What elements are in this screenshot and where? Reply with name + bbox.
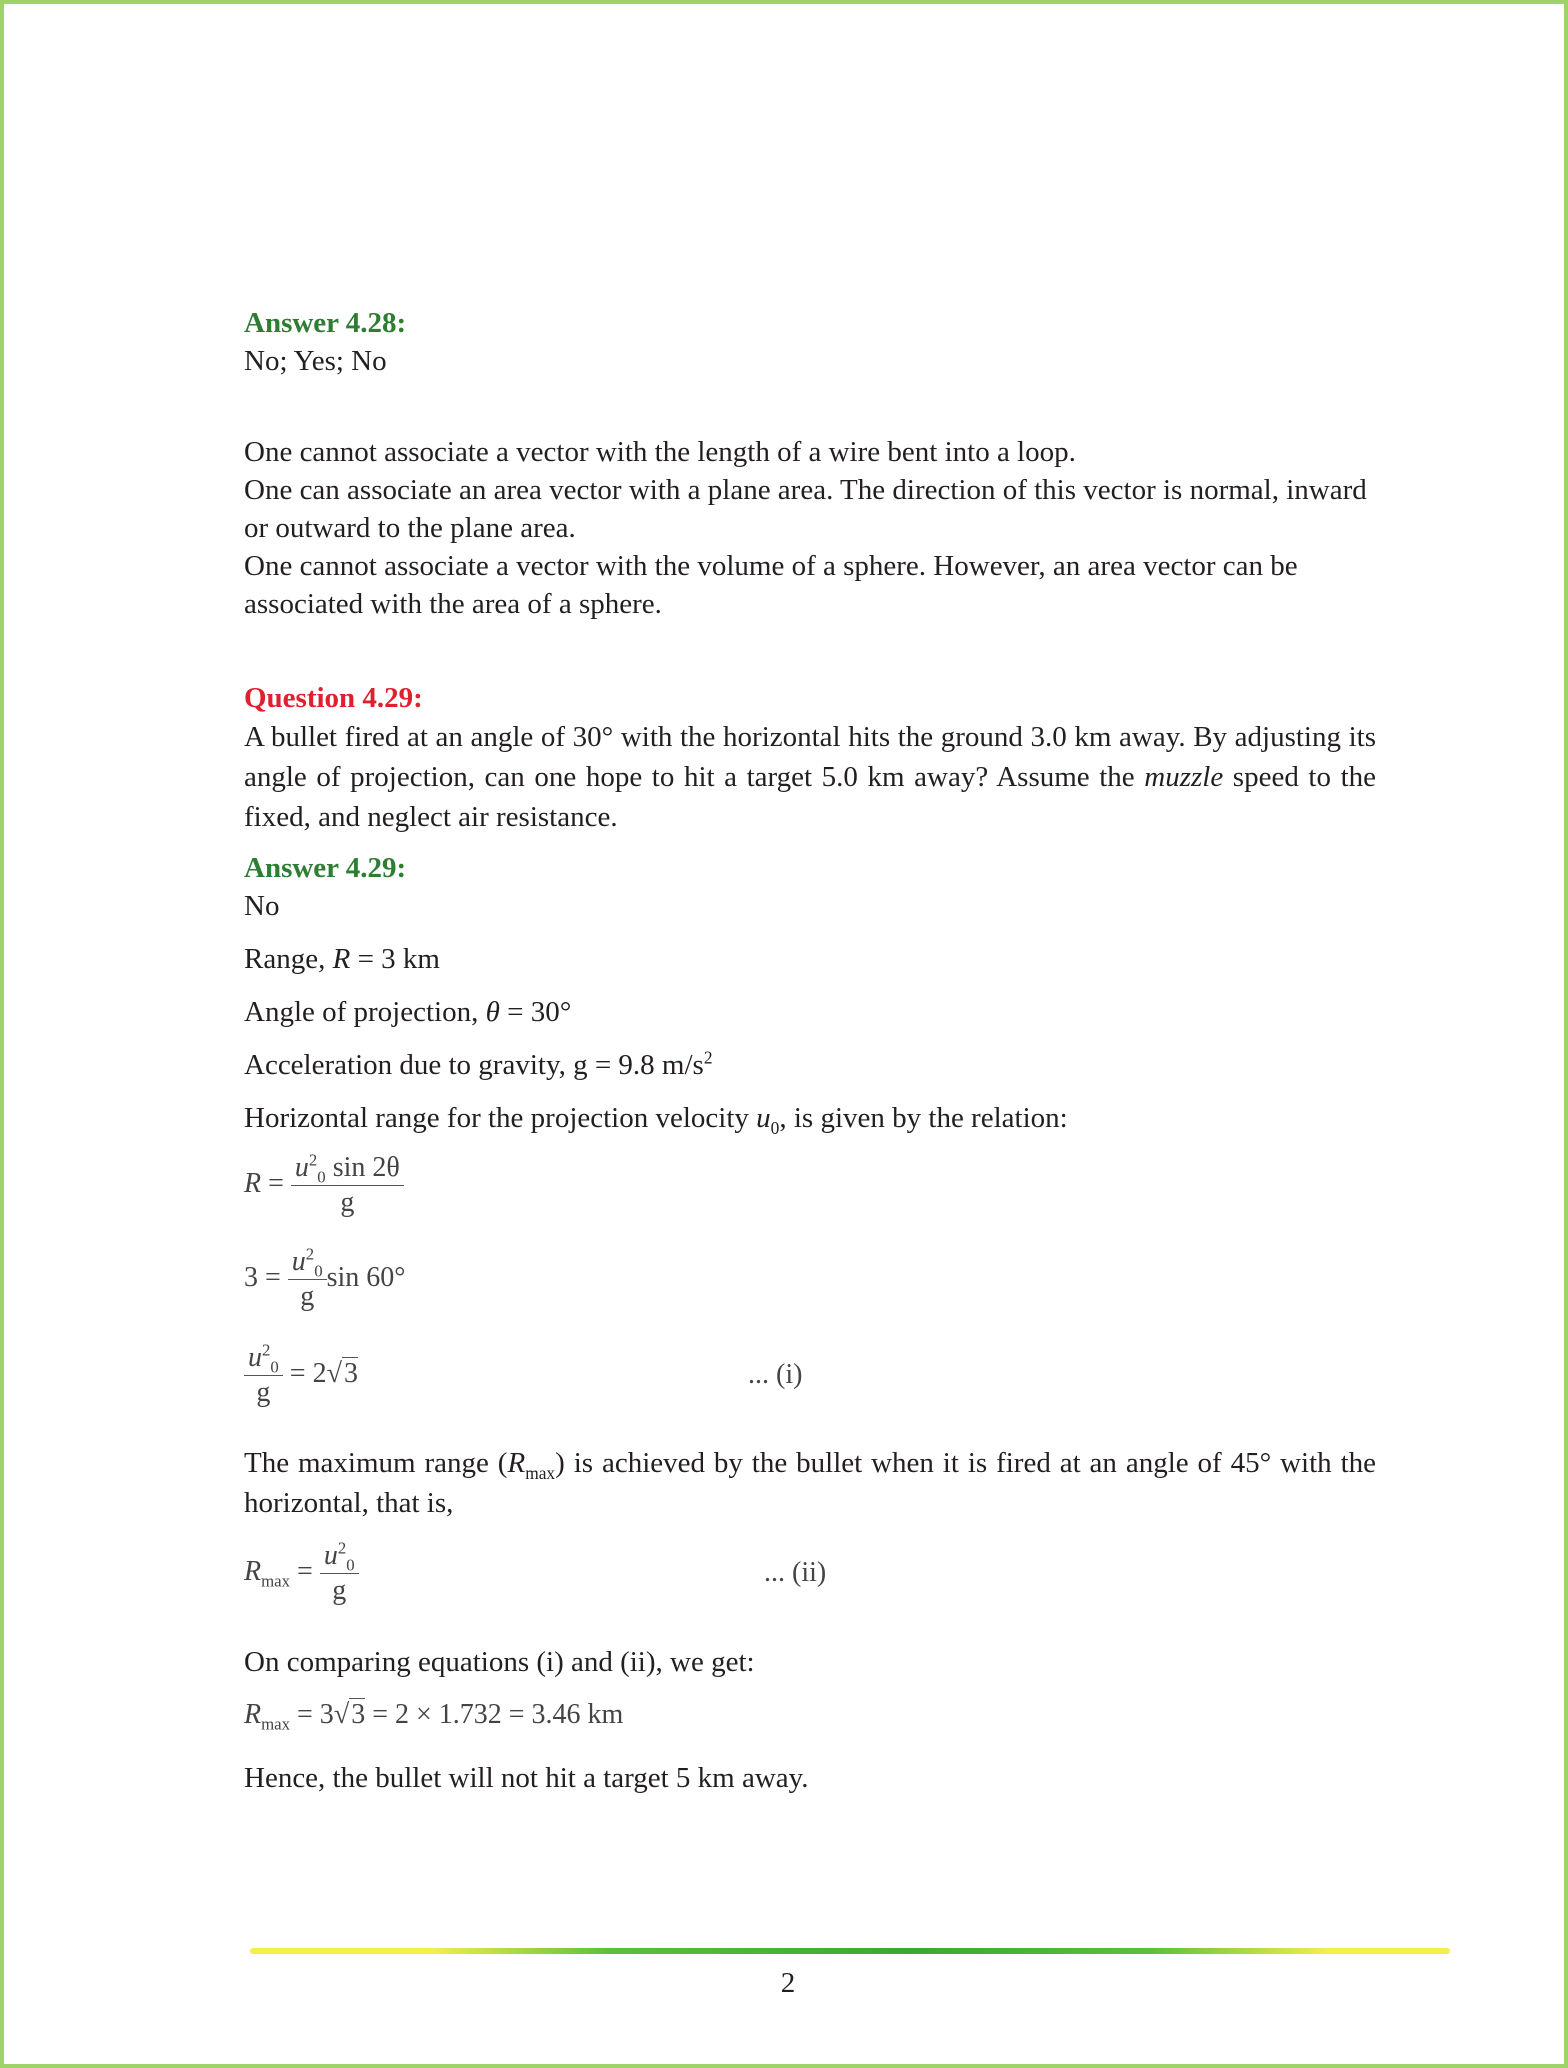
eq5-root: 3 <box>351 1699 366 1730</box>
answer-428-para1: One cannot associate a vector with the length of a wire bent into a loop. <box>244 436 1076 468</box>
eq3-tag: ... (i) <box>748 1359 803 1390</box>
content <box>244 304 1376 1797</box>
answer-429-heading: Answer 4.29: <box>244 852 407 884</box>
conclusion: Hence, the bullet will not hit a target 5 km away. <box>244 1762 809 1794</box>
eq4-numerator: $u^2_0$ <box>320 1539 359 1574</box>
question-429-heading: Question 4.29: <box>244 682 423 714</box>
eq1-lhs: R <box>244 1167 262 1199</box>
eq1-numerator: $u^2_0$ sin 2θ <box>291 1151 404 1186</box>
answer-429-verdict: No <box>244 890 280 922</box>
equation-range <box>244 1151 1376 1245</box>
sqrt-symbol-2: √ <box>333 1699 350 1730</box>
gravity-exponent: 2 <box>703 1047 713 1068</box>
relation-var: u <box>756 1102 771 1134</box>
eq4-equals: = <box>290 1555 320 1587</box>
gravity-line <box>244 1046 1376 1084</box>
eq5-mid: = 3 <box>290 1699 334 1730</box>
range-label: Range, <box>244 943 333 975</box>
eq4-denominator: g <box>332 1575 347 1606</box>
equation-substitution <box>244 1245 1376 1341</box>
range-line <box>244 940 1376 978</box>
answer-428-para2: One can associate an area vector with a plane area. The direction of this vector is normal, inward or outward to the plane area. <box>244 474 1367 544</box>
equation-i <box>244 1341 1376 1443</box>
range-var: R <box>332 943 351 975</box>
eq4-fraction <box>320 1539 359 1608</box>
relation-text: Horizontal range for the projection velocity <box>244 1102 757 1134</box>
angle-var: θ <box>485 996 500 1028</box>
question-429-text-italic: muzzle <box>1144 761 1224 793</box>
eq4-tag: ... (ii) <box>764 1557 827 1588</box>
eq2-rest: sin 60° <box>326 1261 406 1293</box>
relation-sub: 0 <box>770 1117 780 1138</box>
max-range-part1: The maximum range ( <box>244 1447 508 1479</box>
eq2-fraction <box>288 1245 327 1314</box>
question-429-text-part1: A bullet fired at an angle of 30° with the horizontal hits the ground 3.0 km away. By adjusting its angle of projection, can one hope to hit a target 5.0 km away? Assume the <box>244 721 1376 793</box>
eq5-rest: = 2 × 1.732 = 3.46 km <box>365 1699 624 1730</box>
relation-line <box>244 1099 1376 1137</box>
question-429-text-part2: speed to the fixed, and neglect air resistance. <box>244 761 1376 833</box>
max-range-var: R <box>507 1447 526 1479</box>
eq3-denominator: g <box>256 1377 271 1408</box>
question-429-text <box>244 717 1376 837</box>
angle-value: = 30° <box>499 996 572 1028</box>
answer-428-para3: One cannot associate a vector with the volume of a sphere. However, an area vector can be associated with the area of a sphere. <box>244 550 1298 620</box>
range-value: = 3 km <box>350 943 440 975</box>
eq3-numerator: $u^2_0$ <box>244 1341 283 1376</box>
eq4-lhs-sub: max <box>261 1571 291 1591</box>
page-number: 2 <box>780 1967 796 1999</box>
eq5-lhs: R <box>244 1699 262 1730</box>
angle-label: Angle of projection, <box>244 996 486 1028</box>
max-range-part2: ) is achieved by the bullet when it is fired at an angle of 45° with the horizontal, that is, <box>244 1447 1376 1519</box>
eq4-lhs: R <box>244 1555 262 1587</box>
max-range-sub: max <box>525 1462 556 1483</box>
max-range-paragraph <box>244 1443 1376 1523</box>
eq2-numerator: $u^2_0$ <box>288 1245 327 1280</box>
equation-result <box>244 1699 1376 1741</box>
angle-line <box>244 993 1376 1031</box>
equation-ii <box>244 1539 1376 1643</box>
eq2-lhs: 3 = <box>244 1261 288 1293</box>
eq3-fraction <box>244 1341 283 1410</box>
eq5-lhs-sub: max <box>261 1714 291 1734</box>
eq1-equals: = <box>261 1167 291 1199</box>
eq3-root: 3 <box>343 1357 358 1389</box>
eq2-denominator: g <box>300 1281 315 1312</box>
eq1-denominator: g <box>340 1187 355 1218</box>
gravity-text: Acceleration due to gravity, g = 9.8 m/s <box>244 1049 704 1081</box>
footer-divider <box>250 1948 1450 1954</box>
compare-line: On comparing equations (i) and (ii), we get: <box>244 1646 755 1678</box>
sqrt-symbol: √ <box>326 1357 342 1389</box>
relation-end: , is given by the relation: <box>779 1102 1068 1134</box>
eq1-fraction <box>291 1151 404 1220</box>
answer-428-heading: Answer 4.28: <box>244 307 407 339</box>
eq3-rhs-prefix: = 2 <box>282 1357 327 1389</box>
answer-428-summary: No; Yes; No <box>244 345 387 377</box>
